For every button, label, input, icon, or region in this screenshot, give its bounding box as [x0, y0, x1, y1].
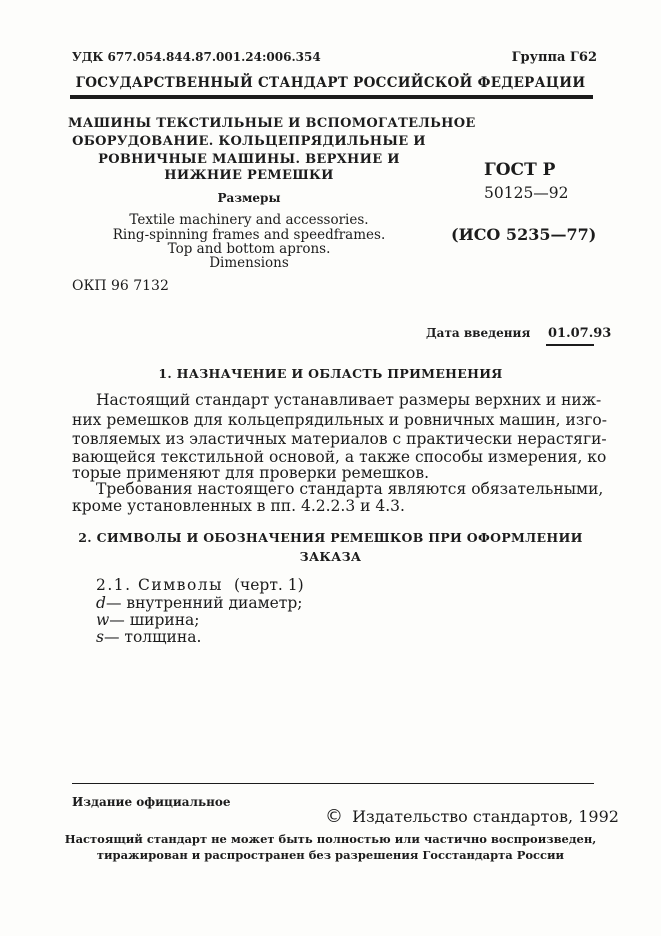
english-title-line-3: Top and bottom aprons.: [167, 241, 331, 257]
copyright-notice-line-2: тиражирован и распространен без разрешения Госстандарта России: [96, 848, 565, 862]
symbol-s: s: [96, 628, 104, 646]
intro-date-underline: [546, 344, 594, 346]
symbol-d-row: [96, 594, 303, 612]
group-code: Группа Г62: [511, 50, 597, 65]
publisher: Издательство стандартов, 1992: [352, 807, 619, 826]
copyright-icon: ©: [325, 806, 343, 827]
symbol-s-row: [96, 628, 201, 646]
symbol-s-description: — толщина.: [103, 628, 202, 646]
section-1-para-1-line-5: торые применяют для проверки ремешков.: [72, 464, 430, 482]
english-title-line-2: Ring-spinning frames and speedframes.: [112, 227, 386, 243]
okp-code: ОКП 96 7132: [72, 278, 169, 294]
clause-2-1-label: 2.1. Символы: [96, 576, 223, 594]
section-2-heading-line-2: ЗАКАЗА: [299, 549, 362, 564]
title-line-4: НИЖНИЕ РЕМЕШКИ: [164, 168, 334, 183]
official-edition: Издание официальное: [72, 795, 231, 809]
intro-date-label: Дата введения: [426, 326, 531, 340]
section-1-para-2-line-2: кроме установленных в пп. 4.2.2.3 и 4.3.: [72, 497, 405, 515]
footer-rule: [72, 783, 594, 784]
english-title-line-1: Textile machinery and accessories.: [129, 212, 369, 228]
clause-2-1-ref: (черт. 1): [233, 576, 304, 594]
clause-2-1: [96, 576, 304, 594]
standard-org-title: ГОСУДАРСТВЕННЫЙ СТАНДАРТ РОССИЙСКОЙ ФЕДЕРАЦИИ: [75, 75, 586, 91]
section-1-heading: 1. НАЗНАЧЕНИЕ И ОБЛАСТЬ ПРИМЕНЕНИЯ: [158, 366, 503, 381]
symbol-w-row: [96, 611, 200, 629]
title-line-1: МАШИНЫ ТЕКСТИЛЬНЫЕ И ВСПОМОГАТЕЛЬНОЕ: [68, 116, 476, 131]
section-1-para-2-line-1: Требования настоящего стандарта являются обязательными,: [96, 480, 604, 498]
copyright-notice-line-1: Настоящий стандарт не может быть полностью или частично воспроизведен,: [64, 832, 597, 846]
subtitle: Размеры: [217, 191, 281, 205]
section-1-para-1-line-4: вающейся текстильной основой, а также способы измерения, ко: [72, 448, 607, 466]
title-line-3: РОВНИЧНЫЕ МАШИНЫ. ВЕРХНИЕ И: [98, 152, 400, 167]
section-1-para-1-line-2: них ремешков для кольцепрядильных и ровничных машин, изго-: [72, 411, 607, 429]
symbol-w-description: — ширина;: [109, 611, 200, 629]
section-1-para-1-line-1: Настоящий стандарт устанавливает размеры верхних и ниж-: [96, 391, 602, 409]
gost-number: 50125—92: [484, 184, 569, 202]
section-1-para-1-line-3: товляемых из эластичных материалов с практически нерастяги-: [72, 430, 607, 448]
english-title-line-4: Dimensions: [209, 255, 289, 271]
copyright-line: [325, 806, 619, 827]
header-thick-rule: [70, 95, 593, 99]
section-2-heading-line-1: 2. СИМВОЛЫ И ОБОЗНАЧЕНИЯ РЕМЕШКОВ ПРИ ОФОРМЛЕНИИ: [78, 530, 583, 545]
udk-code: УДК 677.054.844.87.001.24:006.354: [72, 50, 321, 64]
symbol-d-description: — внутренний диаметр;: [105, 594, 303, 612]
title-line-2: ОБОРУДОВАНИЕ. КОЛЬЦЕПРЯДИЛЬНЫЕ И: [72, 134, 426, 149]
intro-date-value: 01.07.93: [548, 326, 612, 341]
iso-reference: (ИСО 5235—77): [451, 225, 597, 244]
gost-label: ГОСТ Р: [484, 160, 556, 180]
symbol-d: d: [96, 594, 106, 612]
symbol-w: w: [96, 611, 110, 629]
